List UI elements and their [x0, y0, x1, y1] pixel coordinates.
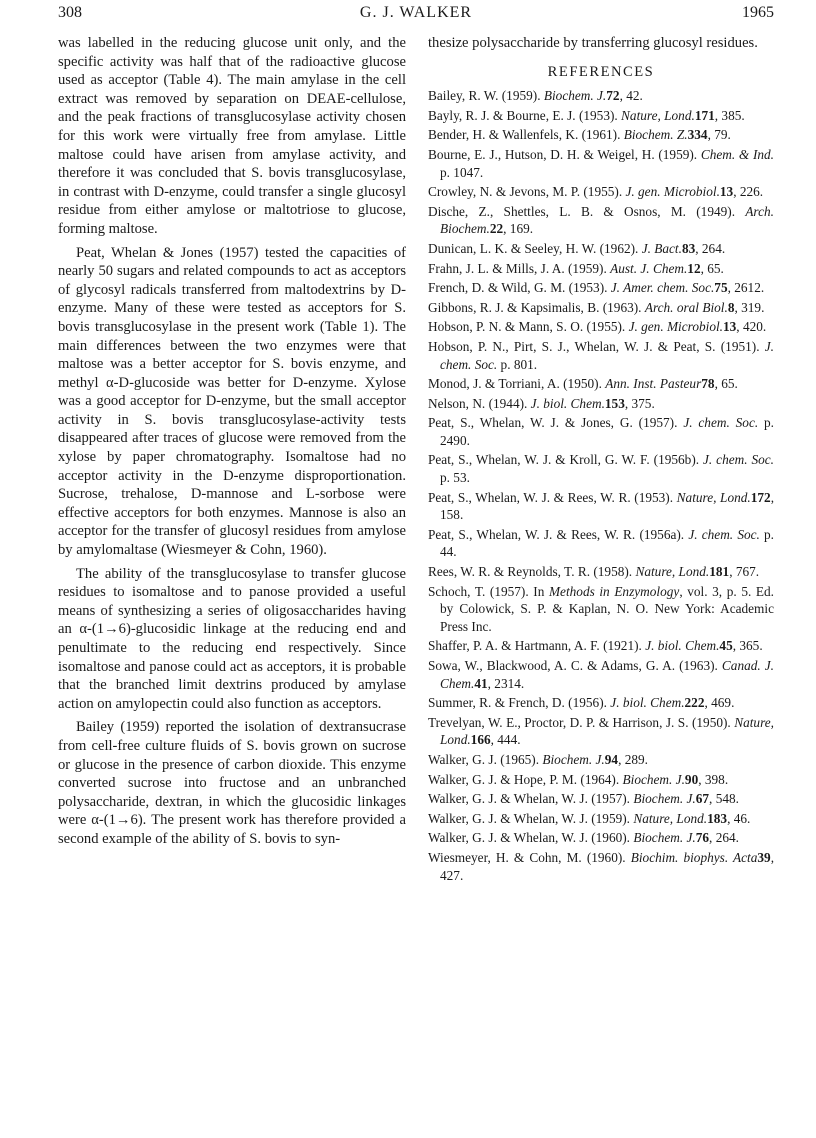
reference-volume: 75 [714, 280, 728, 296]
reference-pages: , 65. [714, 376, 738, 392]
paragraph-acceptor-comparison: Peat, Whelan & Jones (1957) tested the capacities of nearly 50 sugars and related compounds to act as acceptors of glycosyl radicals transferred from maltodextrins by D-enzyme. Many of these were tested as acceptors for S. bovis transglucosylase in the present work (Table 1). The main differences between the two enzymes were that maltose was a better acceptor for S. bovis enzyme, and methyl α-D-glucoside was better for D-enzyme. Xylose was a good acceptor for D-enzyme, but the small acceptor activity in S. bovis transglucosylase-activity tests disappeared after traces of glucose were removed from the xylose by paper chromatography. Isomaltose had no acceptor activity in the D-enzyme disproportionation. Sucrose, trehalose, D-mannose and L-sorbose were effective acceptors for both enzymes. Mannose is also an acceptor for the transfer of glucosyl residues from amylose by amylomaltase (Wiesmeyer & Cohn, 1960). [58, 244, 406, 559]
running-head-year: 1965 [742, 4, 774, 21]
reference-pages: , 420. [736, 319, 767, 335]
reference-authors: Peat, S., Whelan, W. J. & Rees, W. R. (1956a). [428, 526, 685, 542]
reference-authors: Walker, G. J. & Whelan, W. J. (1959). [428, 810, 631, 826]
reference-authors: Hobson, P. N. & Mann, S. O. (1955). [428, 319, 626, 335]
reference-volume: 72 [606, 88, 620, 104]
reference-pages: , 375. [624, 395, 655, 411]
reference-pages: , 46. [727, 810, 751, 826]
reference-volume: 12 [687, 260, 701, 276]
reference-volume: 13 [723, 319, 737, 335]
reference-item [428, 299, 774, 317]
right-column [428, 34, 774, 886]
reference-journal: Chem. & Ind. [700, 146, 775, 162]
reference-pages: , vol. 3, p. 5. Ed. by Colowick, S. P. & Kaplan, N. O. New York: Academic Press Inc. [440, 583, 774, 634]
running-head-author: G. J. WALKER [359, 4, 473, 21]
reference-pages: , 2314. [487, 675, 525, 691]
reference-journal: J. gen. Microbiol. [625, 184, 720, 200]
reference-authors: Peat, S., Whelan, W. J. & Rees, W. R. (1953). [428, 489, 674, 505]
reference-item [428, 583, 774, 636]
reference-journal: J. Bact. [641, 240, 682, 256]
reference-authors: Bailey, R. W. (1959). [428, 88, 541, 104]
reference-volume: 90 [684, 771, 699, 787]
reference-journal: Methods in Enzymology [548, 583, 680, 599]
reference-journal: Biochem. J. [543, 88, 607, 104]
reference-volume: 166 [470, 732, 491, 748]
left-column [58, 34, 406, 854]
reference-pages: p. 53. [440, 470, 470, 486]
reference-item [428, 338, 774, 373]
reference-journal: Nature, Lond. [621, 107, 695, 123]
reference-item [428, 126, 774, 144]
reference-journal: Arch. Biochem. [440, 203, 774, 237]
reference-volume: 13 [719, 184, 734, 200]
reference-pages: p. 2490. [440, 415, 775, 448]
reference-item [428, 87, 774, 105]
paragraph-dextransucrase: Bailey (1959) reported the isolation of dextransucrase from cell-free culture fluids of S. bovis grown on sucrose or glucose in the presence of carbon dioxide. This enzyme converted sucrose into fructose and an unbranched polysaccharide, dextran, in which the glucosidic linkages were α-(1→6). The present work has therefore provided a second example of the ability of S. bovis to syn- [58, 719, 406, 847]
reference-pages: , 385. [714, 107, 745, 123]
reference-volume: 8 [727, 299, 735, 315]
reference-pages: p. 801. [497, 356, 538, 372]
reference-authors: French, D. & Wild, G. M. (1953). [428, 280, 608, 296]
reference-pages: , 427. [440, 849, 775, 883]
reference-volume: 41 [474, 675, 488, 691]
reference-pages: , 398. [698, 771, 729, 787]
reference-item [428, 489, 774, 524]
page-number: 308 [58, 4, 82, 21]
reference-journal: Biochem. Z. [623, 127, 688, 143]
reference-authors: Sowa, W., Blackwood, A. C. & Adams, G. A. (1963). [428, 658, 718, 673]
reference-pages: , 264. [709, 830, 739, 846]
reference-pages: , 79. [707, 127, 731, 143]
reference-authors: Walker, G. J. & Whelan, W. J. (1957). [428, 791, 631, 807]
reference-volume: 222 [684, 695, 705, 711]
reference-authors: Rees, W. R. & Reynolds, T. R. (1958). [428, 564, 633, 580]
reference-item [428, 107, 774, 125]
reference-pages: , 767. [729, 564, 760, 580]
reference-pages: , 365. [732, 638, 763, 654]
reference-journal: Nature, Lond. [635, 564, 710, 580]
reference-journal: J. Amer. chem. Soc. [610, 280, 715, 296]
reference-item [428, 790, 774, 808]
reference-journal: Biochem. J. [633, 830, 696, 846]
reference-item [428, 657, 774, 692]
reference-authors: Summer, R. & French, D. (1956). [428, 695, 607, 711]
reference-pages: , 42. [619, 88, 643, 104]
reference-journal: Biochim. biophys. Acta [630, 849, 758, 865]
reference-authors: Bender, H. & Wallenfels, K. (1961). [428, 127, 621, 143]
reference-pages: p. 1047. [440, 164, 484, 180]
reference-volume: 76 [695, 830, 710, 846]
reference-journal: Canad. J. Chem. [440, 658, 774, 691]
reference-journal: J. biol. Chem. [645, 638, 720, 654]
reference-volume: 22 [489, 221, 504, 237]
reference-item [428, 279, 774, 297]
reference-authors: Crowley, N. & Jevons, M. P. (1955). [428, 184, 623, 200]
reference-item [428, 810, 774, 828]
references-heading: REFERENCES [547, 63, 655, 80]
paragraph-continuation: was labelled in the reducing glucose unit only, and the specific activity was half that of the radioactive glucose used as acceptor (Table 4). The main amylase in the cell extract was removed by separation on DEAE-cellulose, and the peak fractions of transglucosylase activity chosen for this work were virtually free from amylase. Little maltose could have arisen from amylase activity, and therefore it was concluded that S. bovis transglucosylase, in contrast with D-enzyme, could transfer a single glucosyl residue from either amylose or maltotriose to glucose, forming maltose. [58, 35, 406, 237]
reference-journal: J. gen. Microbiol. [628, 319, 723, 335]
reference-journal: J. chem. Soc. [683, 415, 759, 431]
reference-journal: Nature, Lond. [676, 489, 751, 505]
reference-pages: , 264. [695, 240, 726, 256]
reference-volume: 67 [695, 791, 710, 807]
reference-volume: 153 [604, 395, 625, 411]
reference-journal: Biochem. J. [633, 791, 696, 807]
reference-item [428, 563, 774, 581]
reference-pages: , 158. [440, 489, 775, 523]
reference-journal: Biochem. J. [622, 771, 685, 787]
reference-journal: J. chem. Soc. [688, 526, 760, 542]
reference-authors: Hobson, P. N., Pirt, S. J., Whelan, W. J. & Peat, S. (1951). [428, 338, 760, 354]
reference-item [428, 260, 774, 278]
reference-volume: 94 [604, 751, 619, 767]
reference-item [428, 714, 774, 749]
reference-authors: Gibbons, R. J. & Kapsimalis, B. (1963). [428, 299, 642, 315]
reference-item [428, 451, 774, 486]
reference-authors: Trevelyan, W. E., Proctor, D. P. & Harrison, J. S. (1950). [428, 714, 731, 730]
reference-authors: Peat, S., Whelan, W. J. & Kroll, G. W. F. (1956b). [428, 452, 700, 468]
reference-journal: Aust. J. Chem. [610, 260, 688, 276]
reference-journal: Nature, Lond. [440, 714, 774, 748]
reference-pages: , 2612. [727, 280, 765, 296]
reference-authors: Dunican, L. K. & Seeley, H. W. (1962). [428, 240, 639, 256]
reference-item [428, 751, 774, 769]
reference-authors: Frahn, J. L. & Mills, J. A. (1959). [428, 260, 607, 276]
reference-volume: 45 [719, 638, 733, 654]
reference-authors: Walker, G. J. & Whelan, W. J. (1960). [428, 830, 631, 846]
reference-item [428, 395, 774, 413]
reference-authors: Peat, S., Whelan, W. J. & Jones, G. (1957). [428, 415, 678, 431]
page-header [58, 4, 774, 30]
reference-item [428, 526, 774, 561]
reference-item [428, 771, 774, 789]
reference-pages: , 289. [618, 751, 648, 767]
reference-pages: p. 44. [440, 526, 775, 560]
reference-journal: Ann. Inst. Pasteur [605, 376, 702, 392]
reference-pages: , 548. [709, 791, 739, 807]
reference-volume: 39 [757, 849, 771, 865]
reference-item [428, 146, 774, 181]
reference-authors: Monod, J. & Torriani, A. (1950). [428, 376, 602, 392]
reference-authors: Dische, Z., Shettles, L. B. & Osnos, M. (1949). [428, 203, 736, 219]
reference-volume: 78 [701, 376, 715, 392]
reference-journal: Nature, Lond. [633, 810, 708, 826]
reference-pages: , 319. [734, 299, 765, 315]
reference-pages: , 469. [704, 695, 735, 711]
reference-volume: 83 [681, 240, 696, 256]
reference-authors: Wiesmeyer, H. & Cohn, M. (1960). [428, 849, 626, 865]
reference-journal: Arch. oral Biol. [644, 299, 728, 315]
reference-journal: J. chem. Soc. [703, 452, 775, 468]
reference-journal: Biochem. J. [542, 751, 605, 767]
reference-pages: , 444. [490, 732, 521, 748]
reference-journal: J. biol. Chem. [530, 395, 605, 411]
reference-item [428, 183, 774, 201]
reference-item [428, 637, 774, 655]
reference-pages: , 65. [700, 260, 724, 276]
reference-item [428, 240, 774, 258]
reference-item [428, 203, 774, 238]
reference-list [428, 87, 774, 884]
reference-item [428, 694, 774, 712]
reference-item [428, 829, 774, 847]
reference-volume: 172 [750, 489, 771, 505]
reference-authors: Nelson, N. (1944). [428, 395, 528, 411]
reference-volume: 181 [709, 564, 730, 580]
reference-journal: J. chem. Soc. [440, 338, 775, 372]
reference-authors: Shaffer, P. A. & Hartmann, A. F. (1921). [428, 638, 642, 654]
paragraph-oligosaccharide-synthesis: The ability of the transglucosylase to transfer glucose residues to isomaltose and to panose provided a useful means of synthesizing a series of oligosaccharides having an α-(1→6)-glucosidic linkage at the reducing end and penultimate to the reducing end respectively. Since isomaltose and panose could act as acceptors, it is probable that the branched limit dextrins produced by amylase action on amylopectin could also function as acceptors. [58, 565, 406, 712]
reference-authors: Walker, G. J. (1965). [428, 751, 540, 767]
reference-volume: 334 [687, 127, 708, 143]
paragraph-continuation-right: thesize polysaccharide by transferring glucosyl residues. [428, 35, 758, 51]
reference-item [428, 414, 774, 449]
reference-journal: J. biol. Chem. [610, 695, 685, 711]
reference-volume: 183 [707, 810, 728, 826]
reference-authors: Schoch, T. (1957). In [428, 583, 545, 599]
reference-pages: , 169. [503, 221, 534, 237]
reference-authors: Walker, G. J. & Hope, P. M. (1964). [428, 771, 620, 787]
reference-volume: 171 [694, 107, 715, 123]
reference-item [428, 318, 774, 336]
reference-item [428, 849, 774, 884]
reference-pages: , 226. [733, 184, 764, 200]
reference-item [428, 375, 774, 393]
reference-authors: Bayly, R. J. & Bourne, E. J. (1953). [428, 107, 618, 123]
reference-authors: Bourne, E. J., Hutson, D. H. & Weigel, H. (1959). [428, 146, 698, 162]
